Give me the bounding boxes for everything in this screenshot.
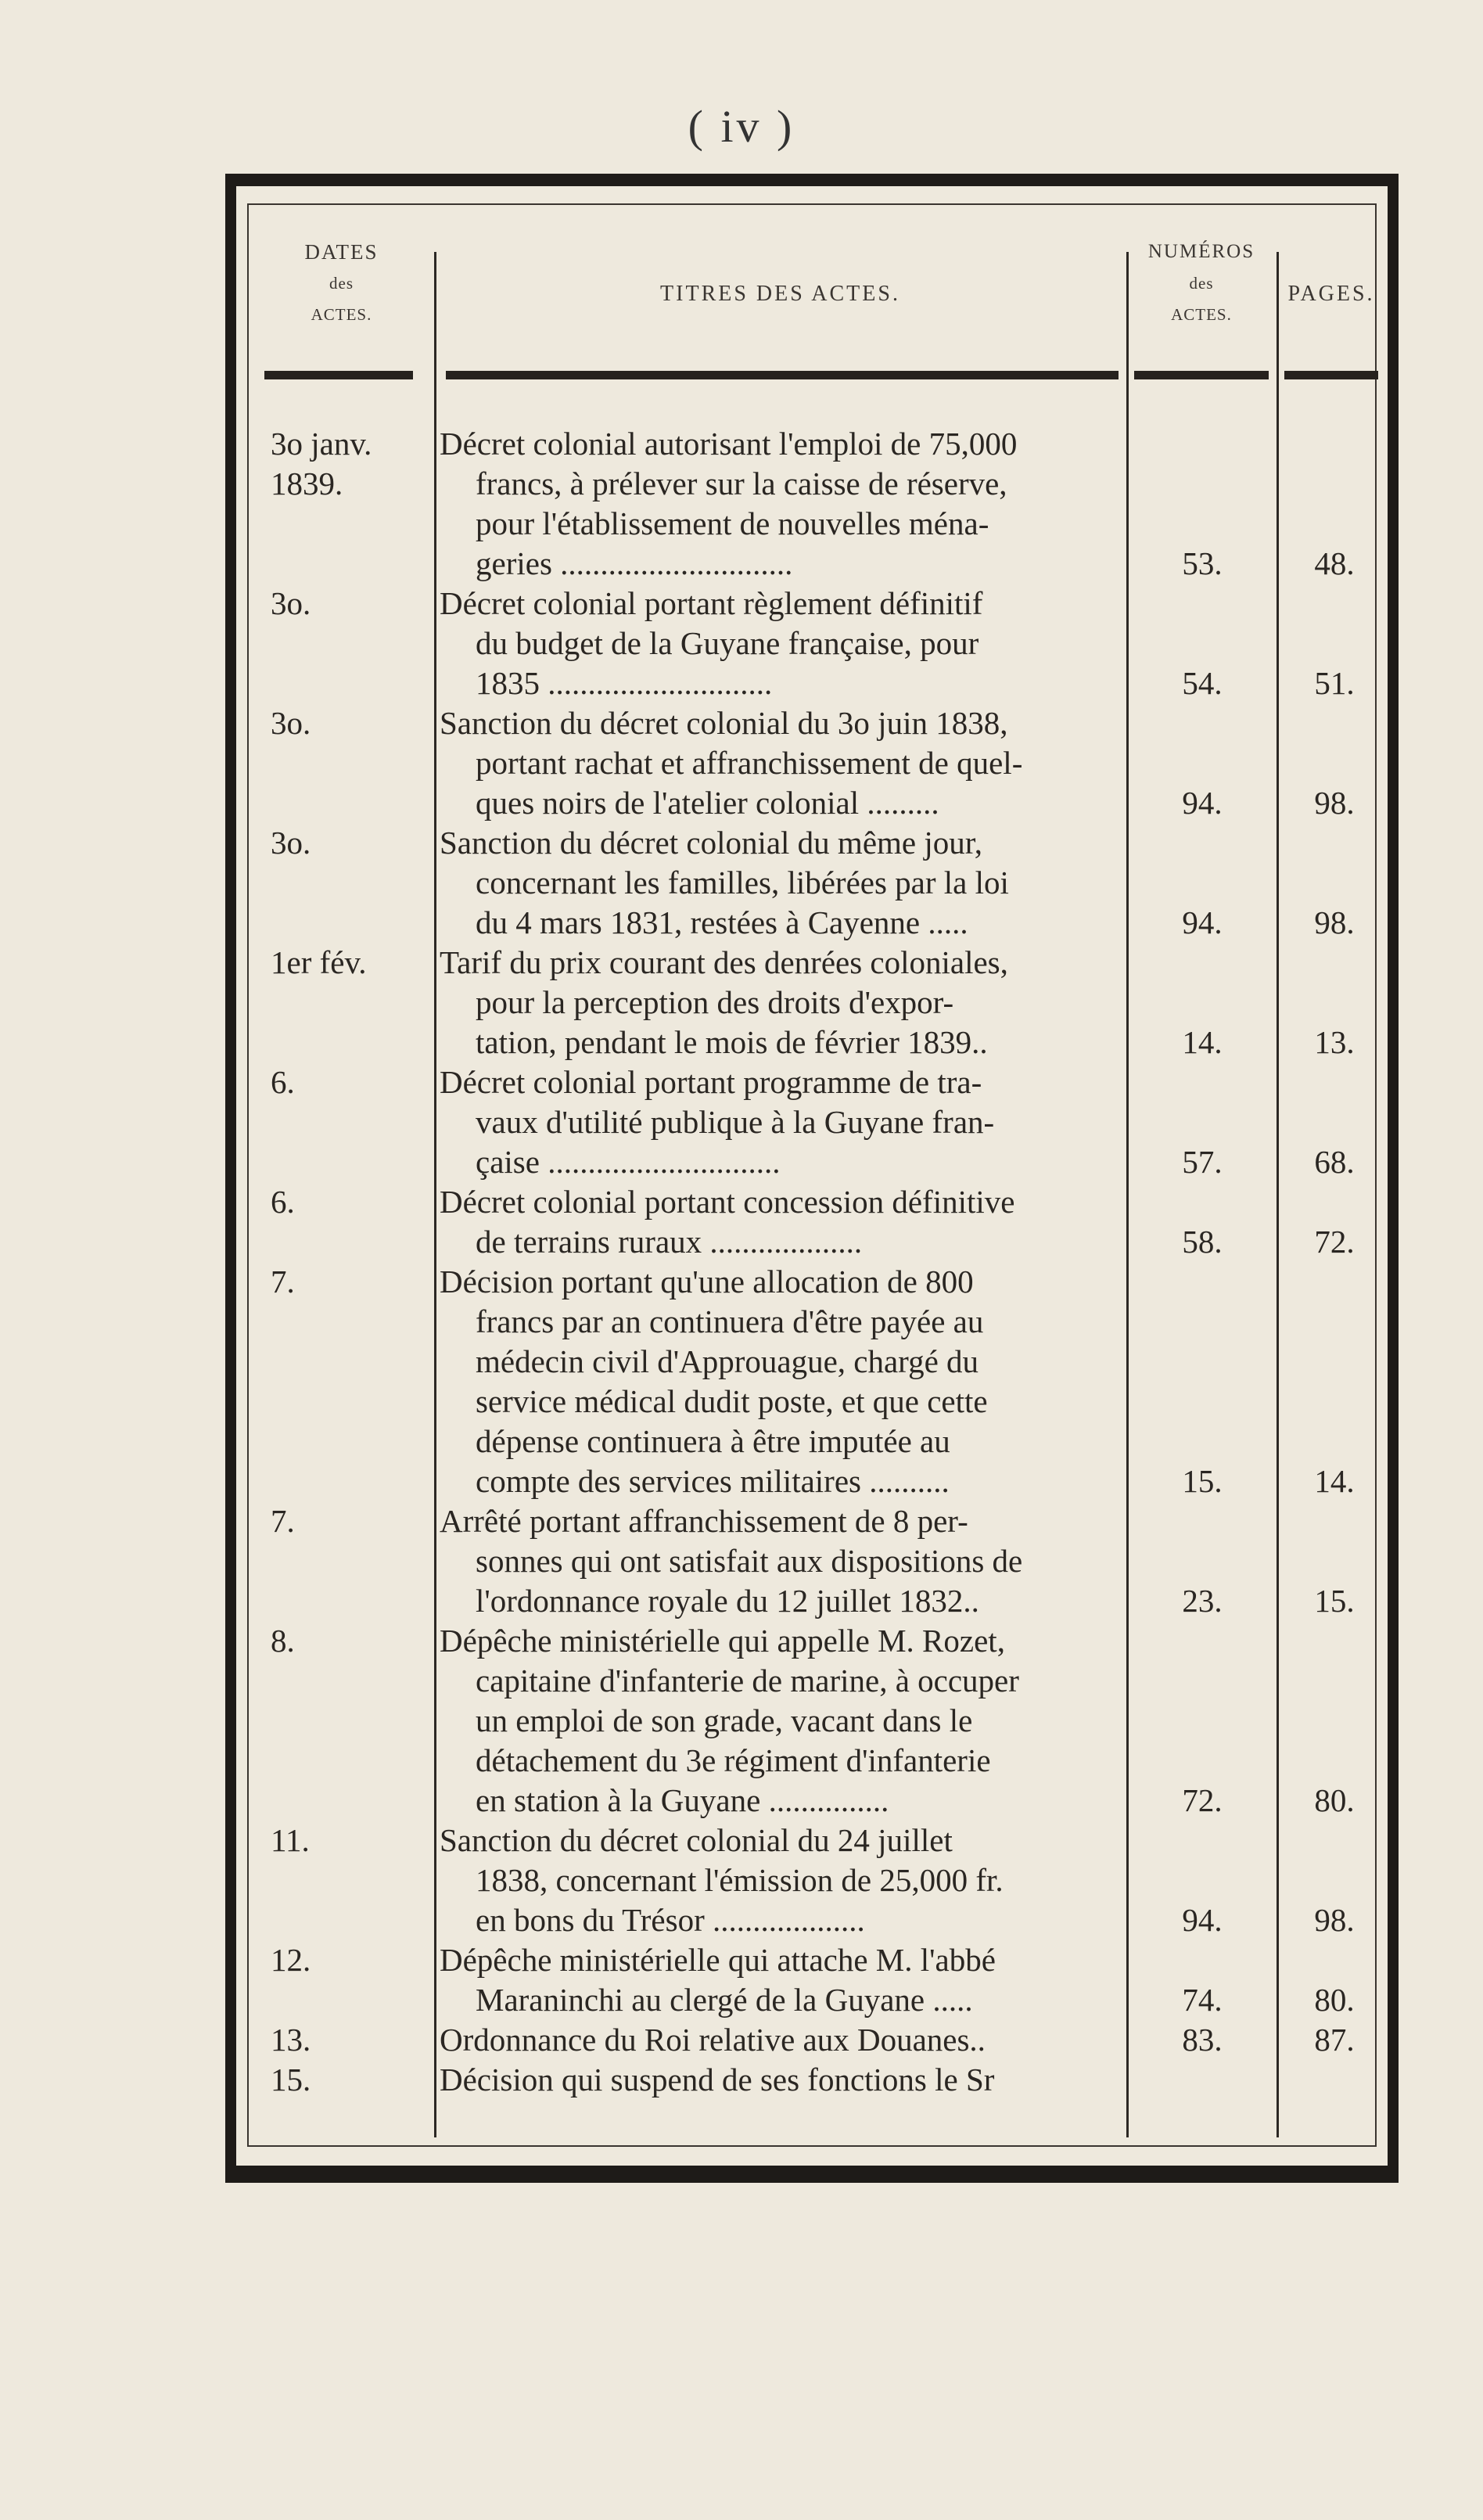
entry-number: 94.	[1182, 1902, 1223, 1938]
entry-date: 8.	[271, 1623, 295, 1659]
entry-title-line: Sanction du décret colonial du 3o juin 1838,	[440, 705, 1008, 741]
header-dates: DATES des ACTES.	[304, 240, 379, 324]
entry-title	[440, 584, 1120, 703]
header-pages: PAGES.	[1287, 282, 1375, 306]
entry-title-line: Décret colonial portant programme de tra-	[440, 1064, 982, 1100]
entry-title-line: du budget de la Guyane française, pour	[476, 625, 979, 661]
entry-title-line: Décision qui suspend de ses fonctions le Sr	[440, 2062, 995, 2098]
entry-number: 72.	[1182, 1782, 1223, 1818]
entry-title-line: Sanction du décret colonial du 24 juillet	[440, 1822, 953, 1858]
entry-title-line: compte des services militaires ..........	[476, 1463, 950, 1499]
entry-title-line: Maraninchi au clergé de la Guyane .....	[476, 1982, 973, 2018]
entry-page: 48.	[1314, 545, 1355, 581]
entry-title-line: pour la perception des droits d'expor-	[476, 984, 954, 1020]
table-row	[249, 1062, 1375, 1182]
page-number: ( iv )	[688, 101, 795, 152]
entry-title-line: Décret colonial autorisant l'emploi de 75,000	[440, 426, 1018, 462]
table-row	[249, 424, 1375, 584]
entry-title-line: francs par an continuera d'être payée au	[476, 1303, 984, 1339]
entry-title-line: geries .............................	[476, 545, 793, 581]
entry-title-line: ques noirs de l'atelier colonial .........	[476, 785, 939, 821]
entry-title-line: Arrêté portant affranchissement de 8 per-	[440, 1503, 968, 1539]
entry-title-line: détachement du 3e régiment d'infanterie	[476, 1742, 991, 1778]
entry-page: 80.	[1314, 1982, 1355, 2018]
entry-number: 53.	[1182, 545, 1223, 581]
entry-date: 12.	[271, 1942, 311, 1978]
header-titles: TITRES DES ACTES.	[660, 282, 900, 306]
entry-title	[440, 1182, 1120, 1262]
header-rule	[264, 371, 413, 379]
entries-list	[249, 424, 1375, 2100]
entry-title-line: pour l'établissement de nouvelles ména-	[476, 505, 989, 541]
table-row	[249, 823, 1375, 943]
entry-title-line: médecin civil d'Approuague, chargé du	[476, 1343, 979, 1379]
header-numbers: NUMÉROS des ACTES.	[1147, 241, 1255, 324]
entry-title	[440, 1501, 1120, 1621]
entry-date: 11.	[271, 1822, 310, 1858]
entry-date: 13.	[271, 2022, 311, 2058]
entry-title-line: concernant les familles, libérées par la loi	[476, 865, 1009, 901]
table-row	[249, 2020, 1375, 2060]
entry-title-line: vaux d'utilité publique à la Guyane fran-	[476, 1104, 995, 1140]
entry-page: 51.	[1314, 665, 1355, 701]
entry-page: 72.	[1314, 1224, 1355, 1260]
entry-page: 13.	[1314, 1024, 1355, 1060]
entry-title-line: du 4 mars 1831, restées à Cayenne .....	[476, 904, 968, 940]
entry-title	[440, 1621, 1120, 1821]
entry-date: 15.	[271, 2062, 311, 2098]
entry-title	[440, 2060, 1120, 2100]
entry-page: 98.	[1314, 785, 1355, 821]
entry-number: 14.	[1182, 1024, 1223, 1060]
entry-title	[440, 1062, 1120, 1182]
table-row	[249, 1262, 1375, 1501]
entry-title-line: l'ordonnance royale du 12 juillet 1832..	[476, 1583, 979, 1619]
entry-title-line: 1835 ............................	[476, 665, 773, 701]
entry-title-line: Dépêche ministérielle qui attache M. l'abbé	[440, 1942, 996, 1978]
entry-title-line: francs, à prélever sur la caisse de réserve,	[476, 466, 1007, 501]
table-row	[249, 1501, 1375, 1621]
entry-title	[440, 2020, 1120, 2060]
entry-number: 94.	[1182, 904, 1223, 940]
entry-title-line: sonnes qui ont satisfait aux dispositions de	[476, 1543, 1023, 1579]
entry-title-line: Sanction du décret colonial du même jour,	[440, 825, 983, 861]
entry-title-line: dépense continuera à être imputée au	[476, 1423, 950, 1459]
entry-title-line: capitaine d'infanterie de marine, à occuper	[476, 1663, 1019, 1699]
table-row	[249, 703, 1375, 823]
entry-title-line: en bons du Trésor ...................	[476, 1902, 865, 1938]
entry-date: 3o janv. 1839.	[271, 426, 372, 501]
entry-title	[440, 424, 1120, 584]
entry-title-line: Décret colonial portant concession définitive	[440, 1184, 1015, 1220]
entry-date: 1er fév.	[271, 944, 367, 980]
entry-number: 94.	[1182, 785, 1223, 821]
entry-date: 3o.	[271, 825, 311, 861]
entry-title	[440, 1940, 1120, 2020]
entry-number: 83.	[1182, 2022, 1223, 2058]
entry-title-line: 1838, concernant l'émission de 25,000 fr.	[476, 1862, 1004, 1898]
entry-date: 7.	[271, 1264, 295, 1300]
table-inner-border	[247, 203, 1377, 2147]
entry-date: 6.	[271, 1064, 295, 1100]
entry-page: 98.	[1314, 904, 1355, 940]
entry-number: 15.	[1182, 1463, 1223, 1499]
entry-page: 80.	[1314, 1782, 1355, 1818]
table-frame	[225, 174, 1399, 2183]
header-rule	[1284, 371, 1378, 379]
entry-title-line: tation, pendant le mois de février 1839..	[476, 1024, 988, 1060]
entry-number: 74.	[1182, 1982, 1223, 2018]
entry-page: 68.	[1314, 1144, 1355, 1180]
entry-title	[440, 823, 1120, 943]
entry-date: 3o.	[271, 585, 311, 621]
entry-number: 54.	[1182, 665, 1223, 701]
table-row	[249, 1940, 1375, 2020]
entry-title-line: de terrains ruraux ...................	[476, 1224, 863, 1260]
header-rule	[446, 371, 1119, 379]
entry-title	[440, 703, 1120, 823]
entry-title-line: çaise .............................	[476, 1144, 781, 1180]
entry-page: 87.	[1314, 2022, 1355, 2058]
entry-number: 23.	[1182, 1583, 1223, 1619]
entry-title-line: en station à la Guyane ...............	[476, 1782, 889, 1818]
entry-number: 58.	[1182, 1224, 1223, 1260]
table-row	[249, 1182, 1375, 1262]
table-row	[249, 1821, 1375, 1940]
entry-title-line: Ordonnance du Roi relative aux Douanes..	[440, 2022, 986, 2058]
entry-title-line: Décision portant qu'une allocation de 800	[440, 1264, 974, 1300]
entry-title	[440, 1821, 1120, 1940]
table-row	[249, 2060, 1375, 2100]
table-row	[249, 584, 1375, 703]
entry-title-line: un emploi de son grade, vacant dans le	[476, 1702, 973, 1738]
entry-page: 98.	[1314, 1902, 1355, 1938]
entry-date: 7.	[271, 1503, 295, 1539]
entry-title	[440, 1262, 1120, 1501]
entry-date: 6.	[271, 1184, 295, 1220]
entry-title-line: Dépêche ministérielle qui appelle M. Rozet,	[440, 1623, 1005, 1659]
entry-page: 15.	[1314, 1583, 1355, 1619]
entry-title-line: Tarif du prix courant des denrées coloniales,	[440, 944, 1008, 980]
entry-number: 57.	[1182, 1144, 1223, 1180]
entry-title-line: portant rachat et affranchissement de quel-	[476, 745, 1023, 781]
entry-title	[440, 943, 1120, 1062]
entry-date: 3o.	[271, 705, 311, 741]
header-rule	[1134, 371, 1269, 379]
entry-title-line: service médical dudit poste, et que cette	[476, 1383, 988, 1419]
entry-title-line: Décret colonial portant règlement définitif	[440, 585, 983, 621]
table-row	[249, 1621, 1375, 1821]
entry-page: 14.	[1314, 1463, 1355, 1499]
table-row	[249, 943, 1375, 1062]
